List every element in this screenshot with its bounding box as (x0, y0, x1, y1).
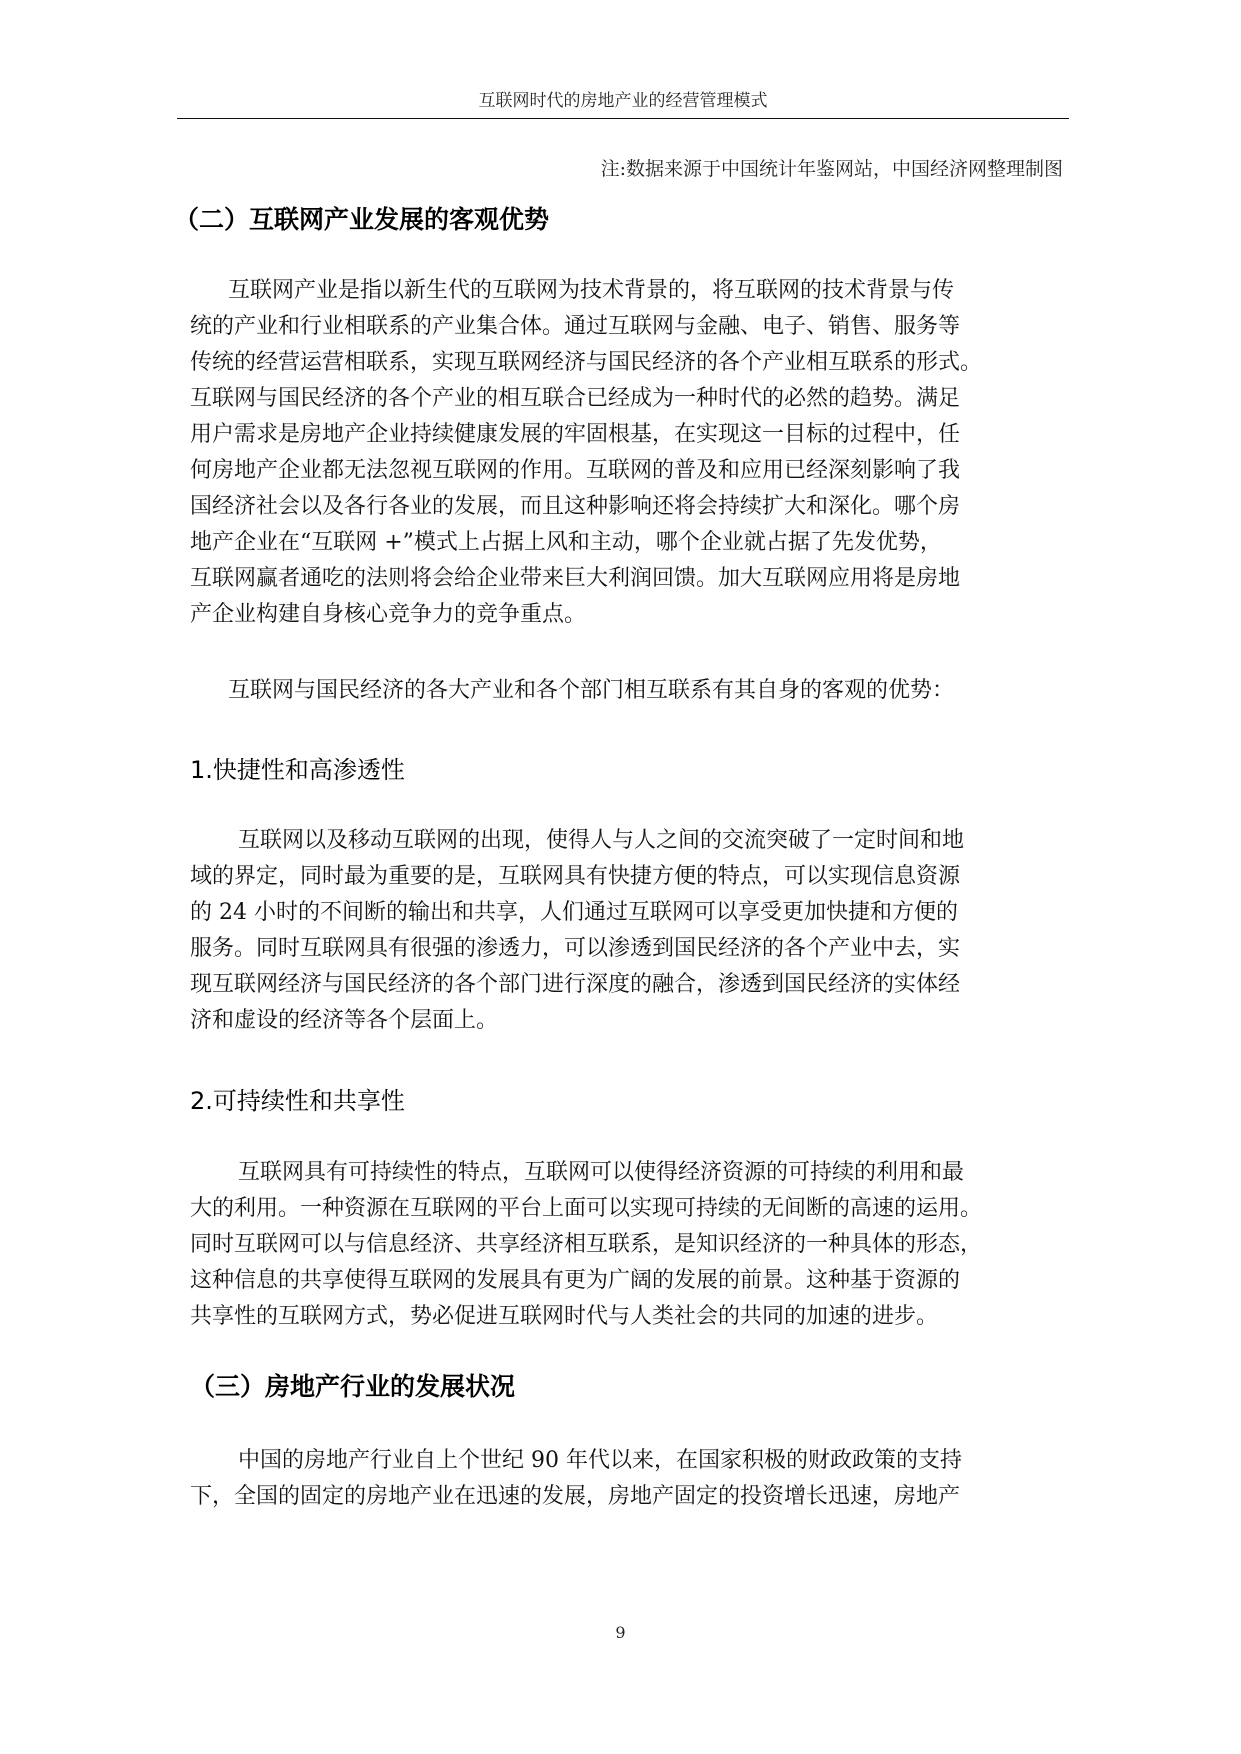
section-title-2: （二）互联网产业发展的客观优势 (174, 205, 550, 234)
paragraph-line: 产企业构建自身核心竞争力的竞争重点。 (190, 602, 587, 627)
paragraph-line: 互联网与国民经济的各个产业的相互联合已经成为一种时代的必然的趋势。满足 (190, 386, 961, 411)
paragraph-line: 用户需求是房地产企业持续健康发展的牢固根基，在实现这一目标的过程中，任 (190, 422, 961, 447)
source-note: 注:数据来源于中国统计年鉴网站，中国经济网整理制图 (600, 158, 1063, 180)
paragraph-line: 大的利用。一种资源在互联网的平台上面可以实现可持续的无间断的高速的运用。 (190, 1196, 983, 1221)
paragraph-line: 互联网与国民经济的各大产业和各个部门相互联系有其自身的客观的优势： (228, 678, 955, 703)
subsection-title-2: 2.可持续性和共享性 (190, 1087, 405, 1115)
paragraph-line: 中国的房地产行业自上个世纪 90 年代以来，在国家积极的财政政策的支持 (238, 1448, 962, 1473)
paragraph-line: 域的界定，同时最为重要的是，互联网具有快捷方便的特点，可以实现信息资源 (190, 864, 961, 889)
paragraph-line: 互联网产业是指以新生代的互联网为技术背景的，将互联网的技术背景与传 (228, 278, 955, 303)
subsection-title-1: 1.快捷性和高渗透性 (190, 756, 405, 784)
paragraph-line: 同时互联网可以与信息经济、共享经济相互联系，是知识经济的一种具体的形态， (190, 1232, 983, 1257)
paragraph-line: 传统的经营运营相联系，实现互联网经济与国民经济的各个产业相互联系的形式。 (190, 350, 983, 375)
paragraph-line: 现互联网经济与国民经济的各个部门进行深度的融合，渗透到国民经济的实体经 (190, 972, 961, 997)
paragraph-line: 何房地产企业都无法忽视互联网的作用。互联网的普及和应用已经深刻影响了我 (190, 458, 961, 483)
paragraph-line: 统的产业和行业相联系的产业集合体。通过互联网与金融、电子、销售、服务等 (190, 314, 961, 339)
running-header: 互联网时代的房地产业的经营管理模式 (478, 91, 768, 111)
section-title-3: （三）房地产行业的发展状况 (190, 1372, 516, 1401)
paragraph-line: 这种信息的共享使得互联网的发展具有更为广阔的发展的前景。这种基于资源的 (190, 1268, 961, 1293)
page-number: 9 (615, 1623, 626, 1642)
paragraph (190, 823, 1070, 1039)
paragraph-line: 互联网具有可持续性的特点，互联网可以使得经济资源的可持续的利用和最 (238, 1160, 965, 1185)
paragraph-line: 国经济社会以及各行各业的发展，而且这种影响还将会持续扩大和深化。哪个房 (190, 494, 961, 519)
paragraph-line: 济和虚设的经济等各个层面上。 (190, 1008, 499, 1033)
paragraph-line: 互联网以及移动互联网的出现，使得人与人之间的交流突破了一定时间和地 (238, 828, 965, 853)
paragraph-line: 下，全国的固定的房地产业在迅速的发展，房地产固定的投资增长迅速，房地产 (190, 1484, 961, 1509)
paragraph-line: 共享性的互联网方式，势必促进互联网时代与人类社会的共同的加速的进步。 (190, 1304, 939, 1329)
paragraph-line: 地产企业在“互联网 +”模式上占据上风和主动，哪个企业就占据了先发优势， (190, 530, 942, 555)
paragraph (190, 1155, 1070, 1335)
paragraph-line: 互联网赢者通吃的法则将会给企业带来巨大利润回馈。加大互联网应用将是房地 (190, 566, 961, 591)
paragraph (190, 673, 1070, 709)
paragraph (190, 1443, 1070, 1515)
header-rule (177, 118, 1069, 119)
paragraph-line: 的 24 小时的不间断的输出和共享，人们通过互联网可以享受更加快捷和方便的 (190, 900, 958, 925)
paragraph (190, 273, 1070, 633)
paragraph-line: 服务。同时互联网具有很强的渗透力，可以渗透到国民经济的各个产业中去，实 (190, 936, 961, 961)
